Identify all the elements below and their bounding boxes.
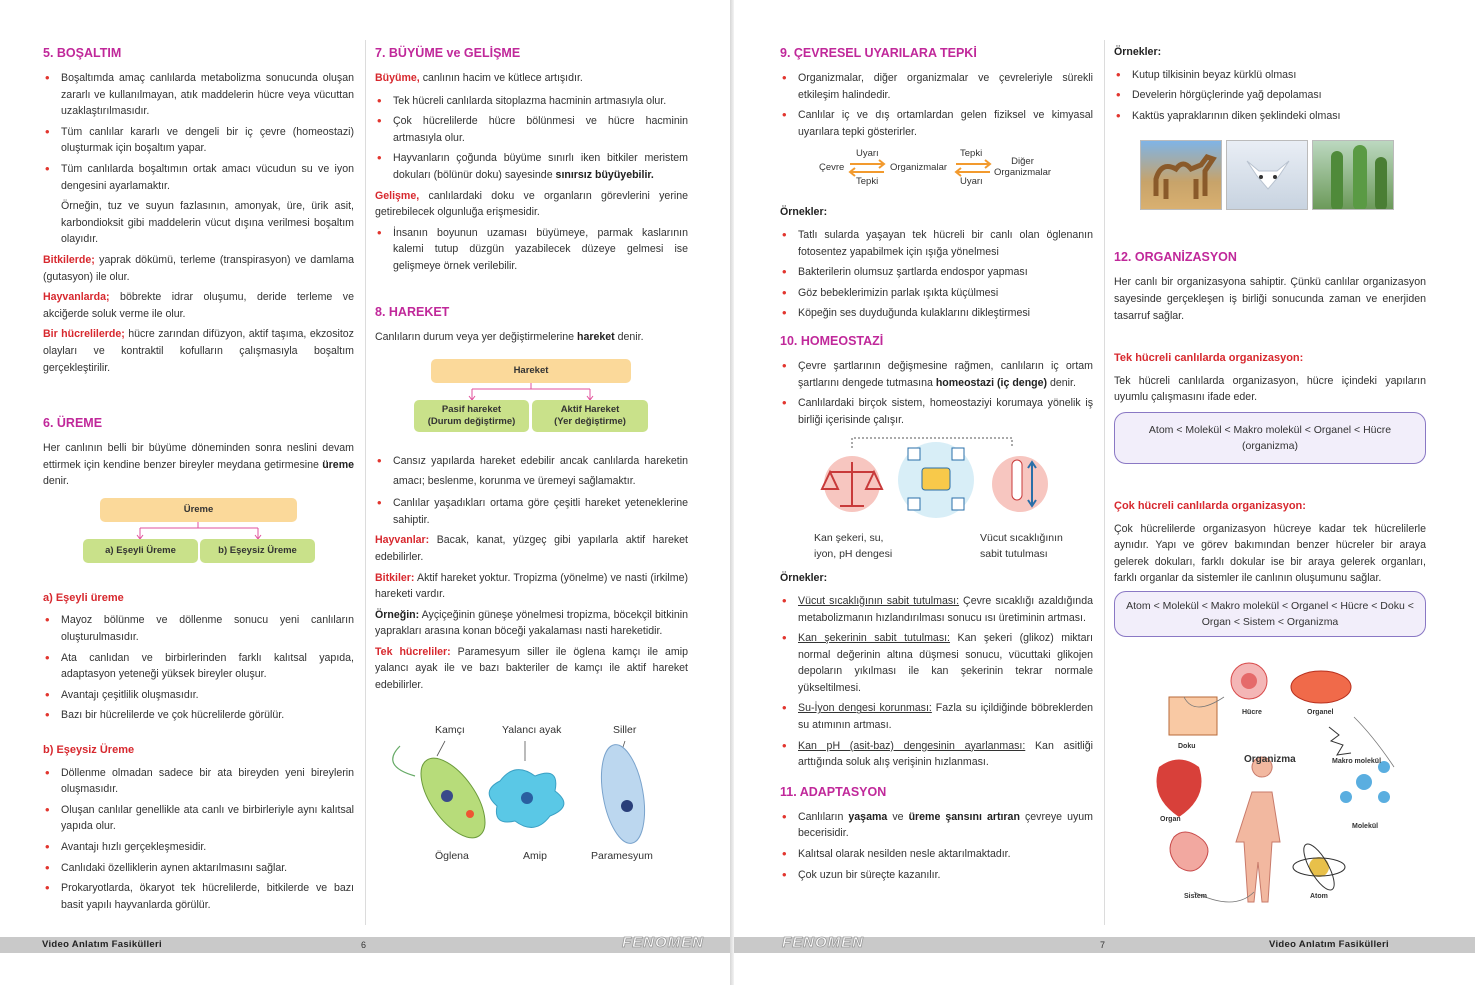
human-body-icon <box>1236 757 1280 902</box>
brand-logo: FENOMEN <box>782 934 864 951</box>
list-item: • Cansız yapılarda hareket edebilir ancak canlılarda hareketin amacı; beslenme, korunma ve üremeyi sağlamaktır. <box>375 451 688 491</box>
brand-logo: FENOMEN <box>622 934 704 951</box>
list-item: • İnsanın boyunun uzaması büyümeye, parmak kaslarının kalemi tutup düzgün yazabilecek düzeye gelmesi ise gelişmeye örnek verilebilir. <box>375 225 688 275</box>
cevresel-examples <box>780 227 1093 322</box>
paragraph: Büyüme, canlının hacim ve kütlece artışıdır. <box>375 72 583 84</box>
list-item: • Çok hücrelilerde hücre bölünmesi ve hücre hacminin artmasıyla olur. <box>375 113 688 146</box>
list-item: • Kan şekerinin sabit tutulması: Kan şekeri (glikoz) miktarı normal değerinin altına düşmesi sonucu, vücuttaki glikojen depoların yıkılması ile kan şekerinin tekrar normale yükseltilmesi. <box>780 630 1093 696</box>
hareket-list <box>375 451 688 528</box>
paragraph: Her canlı bir organizasyona sahiptir. Çünkü canlılar organizasyon sayesinde gerçekleşen iş birliği sonucunda zaman ve enerjiden tasarruf sağlar. <box>1114 276 1426 322</box>
left-page <box>0 0 730 985</box>
label-oglena: Öglena <box>435 849 469 862</box>
list-item: • Kutup tilkisinin beyaz kürklü olması <box>1114 67 1426 84</box>
adaptation-photos <box>1140 140 1426 210</box>
list-item: • Develerin hörgüçlerinde yağ depolaması <box>1114 87 1426 104</box>
right-page <box>734 0 1475 985</box>
paragraph: Bir hücrelilerde; hücre zarından difüzyon, aktif taşıma, ekzositoz olayları ve kontraktil kofulların çalışmasıyla boşaltım gerçekleştirilir. <box>43 328 354 374</box>
examples-title: Örnekler: <box>1114 46 1162 58</box>
left-column-2 <box>375 44 688 872</box>
label-amip: Amip <box>523 849 547 862</box>
paragraph: Bitkilerde; yaprak dökümü, terleme (transpirasyon) ve damlama (gutasyon) ile olur. <box>43 253 354 283</box>
camel-image <box>1140 140 1222 210</box>
adaptasyon-examples <box>1114 67 1426 125</box>
section-title-cevresel: 9. ÇEVRESEL UYARILARA TEPKİ <box>780 46 977 60</box>
paramecium-icon <box>595 741 652 846</box>
label-siller: Siller <box>613 723 637 736</box>
section-title-adaptasyon: 11. ADAPTASYON <box>780 784 887 799</box>
diagram-left-box: Pasif hareket (Durum değiştirme) <box>414 400 529 432</box>
paragraph: Çok hücrelilerde organizasyon hücreye kadar tek hücrelilerle aynıdır. Yapı ve görev bakımından benzer hücreler bir araya gelerek dokuları, farklı dokular ise bir araya gelerek organları, farklı organlar da sistemler ile canlının oluşumunu sağlar. <box>1114 522 1426 585</box>
list-item: • Canlılardaki birçok sistem, homeostaziyi korumaya yönelik iş birliği içerisinde çalışır. <box>780 395 1093 428</box>
page-number: 7 <box>1100 940 1106 950</box>
list-item: • Avantajı hızlı gerçekleşmesidir. <box>43 839 354 856</box>
series-name: Video Anlatım Fasikülleri <box>42 939 162 950</box>
subsection-title: b) Eşeysiz Üreme <box>43 744 135 757</box>
unicellular-illustration <box>375 722 688 872</box>
right-column-1 <box>780 44 1093 887</box>
paragraph: Tek hücreliler: Paramesyum siller ile öglena kamçı ile amip yalancı ayak ile ve bazı bakteriler de kamçı ile aktif hareket edebilirler. <box>375 645 688 692</box>
list-item: • Boşaltımda amaç canlılarda metabolizma sonucunda oluşan zararlı ve kullanılmayan, atık maddelerin hücre veya vücuttan uzaklaştırılmasıdır. <box>43 70 354 120</box>
diagram-right-box: b) Eşeysiz Üreme <box>200 539 315 563</box>
bosaltim-example: Örneğin, tuz ve suyun fazlasının, amonyak, üre, ürik asit, karbondioksit gibi maddelerin vücut dışına verilmesi boşaltım olayıdır. <box>61 200 354 246</box>
right-footer <box>734 934 1475 953</box>
heart-icon <box>1157 759 1202 817</box>
list-item: • Avantajı çeşitlilik oluşmasıdır. <box>43 687 354 704</box>
section-title-bosaltim: 5. BOŞALTIM <box>43 46 122 60</box>
label-kamci: Kamçı <box>435 723 465 736</box>
section-title-homeostazi: 10. HOMEOSTAZİ <box>780 333 884 348</box>
list-item: • Prokaryotlarda, ökaryot tek hücrelilerde, bitkilerde ve bazı basit yapılı hayvanlarda görülür. <box>43 880 354 913</box>
section-title-hareket: 8. HAREKET <box>375 304 450 319</box>
hareket-diagram <box>375 359 688 443</box>
page-number: 6 <box>361 940 367 950</box>
list-item: • Tek hücreli canlılarda sitoplazma hacminin artmasıyla olur. <box>375 93 688 110</box>
caption-left: Kan şekeri, su, iyon, pH dengesi <box>814 532 893 561</box>
buyume-list <box>375 93 688 184</box>
label-hucre: Hücre <box>1242 708 1262 716</box>
list-item: • Organizmalar, diğer organizmalar ve çevreleriyle sürekli etkileşim halindedir. <box>780 70 1093 103</box>
eseysiz-list <box>43 765 354 914</box>
chain-single-cell: Atom < Molekül < Makro molekül < Organel < Hücre (organizma) <box>1114 412 1426 464</box>
paragraph: Hayvanlar: Bacak, kanat, yüzgeç gibi yapılarla aktif hareket edebilirler. <box>375 534 688 563</box>
section-title-organizasyon: 12. ORGANİZASYON <box>1114 250 1237 265</box>
paragraph: Örneğin: Ayçiçeğinin güneşe yönelmesi tropizma, böcekçil bitkinin yaprakları arasına konan böceği yakalaması nasti hareketidir. <box>375 608 688 638</box>
arrows <box>780 146 1093 194</box>
list-item: • Tüm canlılarda boşaltımın ortak amacı vücudun su ve iyon dengesini ayarlamaktır. <box>43 161 354 194</box>
examples-title: Örnekler: <box>780 572 828 585</box>
list-item: • Kalıtsal olarak nesilden nesle aktarılmaktadır. <box>780 846 1093 863</box>
list-item: • Çevre şartlarının değişmesine rağmen, canlıların iç ortam şartlarını dengede tutmasına homeostazi (iç denge) denir. <box>780 358 1093 391</box>
subsection-title: Çok hücreli canlılarda organizasyon: <box>1114 499 1306 512</box>
list-item: • Tatlı sularda yaşayan tek hücreli bir canlı olan öglenanın fotosentez yapabilmek için ışığa yönelmesi <box>780 227 1093 260</box>
list-item: • Hayvanların çoğunda büyüme sınırlı iken bitkiler meristem dokuları (bölünür doku) sayesinde sınırsız büyüyebilir. <box>375 150 688 183</box>
list-item: • Ata canlıdan ve birbirlerinden farklı kalıtsal yapıda, adaptasyon yeteneği yüksek bireyler oluşur. <box>43 650 354 683</box>
adaptasyon-list <box>780 809 1093 883</box>
list-item: • Döllenme olmadan sadece bir ata bireyden yeni bireylerin oluşmasıdır. <box>43 765 354 798</box>
right-column-2 <box>1114 44 1426 917</box>
section-title-ureme: 6. ÜREME <box>43 416 103 431</box>
chain-multi-cell: Atom < Molekül < Makro molekül < Organel < Hücre < Doku < Organ < Sistem < Organizma <box>1114 591 1426 637</box>
list-item: • Kaktüs yapraklarının diken şeklindeki olması <box>1114 108 1426 125</box>
organelle-icon <box>1291 671 1351 703</box>
label-organel: Organel <box>1307 708 1334 716</box>
left-footer <box>0 934 730 953</box>
cevresel-list <box>780 70 1093 140</box>
diagram-right-box: Aktif Hareket (Yer değiştirme) <box>532 400 648 432</box>
organization-cycle <box>1114 657 1426 917</box>
left-column-1 <box>43 44 354 917</box>
flagellum-icon <box>393 746 415 776</box>
molecule-icon <box>1356 774 1372 790</box>
series-name: Video Anlatım Fasikülleri <box>1269 939 1389 950</box>
caption-right: Vücut sıcaklığının sabit tutulması <box>980 532 1063 561</box>
paragraph: Canlıların durum veya yer değiştirmelerine hareket denir. <box>375 330 644 343</box>
homeostasis-illustration <box>780 434 1093 570</box>
paragraph: Hayvanlarda; böbrekte idrar oluşumu, deride terleme ve akciğerde soluk verme ile olur. <box>43 291 354 320</box>
list-item: • Oluşan canlılar genellikle ata canlı ve birbirleriyle aynı kalıtsal yapıda olur. <box>43 802 354 835</box>
examples-title: Örnekler: <box>780 206 828 219</box>
list-item: • Bakterilerin olumsuz şartlarda endospor yapması <box>780 264 1093 281</box>
list-item: • Tüm canlılar kararlı ve dengeli bir iç çevre (homeostazi) oluşturmak için boşaltım yapar. <box>43 124 354 157</box>
list-item: • Çok uzun bir süreçte kazanılır. <box>780 867 1093 884</box>
eseyli-list <box>43 612 354 724</box>
arctic-fox-image <box>1226 140 1308 210</box>
label-makro-molekul: Makro molekül <box>1332 757 1382 765</box>
subsection-title: a) Eşeyli üreme <box>43 591 124 604</box>
paragraph: Her canlının belli bir büyüme döneminden sonra neslini devam ettirmek için kendine benzer bireyler meydana getirmesine üreme denir. <box>43 442 354 488</box>
cactus-image <box>1312 140 1394 210</box>
label-doku: Doku <box>1178 742 1196 750</box>
label-atom: Atom <box>1310 892 1328 900</box>
list-item: • Canlıların yaşama ve üreme şansını artıran çevreye uyum becerisidir. <box>780 809 1093 842</box>
label-sistem: Sistem <box>1184 892 1207 900</box>
label-paramesyum: Paramesyum <box>591 849 653 862</box>
atom-icon <box>1309 857 1329 877</box>
gelisme-list <box>375 225 688 275</box>
ureme-diagram <box>43 498 354 568</box>
label-organ: Organ <box>1160 815 1181 823</box>
list-item: • Köpeğin ses duyduğunda kulaklarını dikleştirmesi <box>780 305 1093 322</box>
macromolecule-icon <box>1329 727 1351 755</box>
stimulus-diagram: Çevre Uyarı Tepki Organizmalar Tepki Uyarı Diğer Organizmalar <box>780 146 1093 194</box>
label-molekul: Molekül <box>1352 822 1379 830</box>
organisms-drawing <box>375 736 688 846</box>
section-title-buyume: 7. BÜYÜME ve GELİŞME <box>375 46 521 60</box>
paragraph: Bitkiler: Aktif hareket yoktur. Tropizma (yönelme) ve nasti (irkilme) hareketi vardır. <box>375 571 688 601</box>
list-item: • Kan pH (asit-baz) dengesinin ayarlanması: Kan asitliği arttığında soluk alış verişinin hızlanması. <box>780 738 1093 771</box>
homeostazi-examples <box>780 593 1093 771</box>
digestive-system-icon <box>1170 832 1208 871</box>
list-item: • Canlıdaki özelliklerin aynen aktarılmasını sağlar. <box>43 860 354 877</box>
tissue-icon <box>1169 697 1217 735</box>
paragraph: Tek hücreli canlılarda organizasyon, hücre içindeki yapıların uyumlu çalışmasını ifade eder. <box>1114 374 1426 404</box>
list-item: • Göz bebeklerimizin parlak ışıkta küçülmesi <box>780 285 1093 302</box>
euglena-icon <box>409 747 498 845</box>
paragraph: Gelişme, canlılardaki doku ve organların görevlerini yerine getirebilecek olgunluğa erişmesidir. <box>375 189 688 219</box>
diagram-left-box: a) Eşeyli Üreme <box>83 539 198 563</box>
label-yalanci-ayak: Yalancı ayak <box>502 723 562 736</box>
bosaltim-list <box>43 70 354 194</box>
diagram-top-box: Hareket <box>431 359 631 383</box>
list-item: • Canlılar iç ve dış ortamlardan gelen fiziksel ve kimyasal uyarılara tepki gösterirler. <box>780 107 1093 140</box>
diagram-top-box: Üreme <box>100 498 297 522</box>
label-organizma: Organizma <box>1244 753 1296 765</box>
list-item: • Canlılar yaşadıkları ortama göre çeşitli hareket yeteneklerine sahiptir. <box>375 495 688 528</box>
subsection-title: Tek hücreli canlılarda organizasyon: <box>1114 352 1304 365</box>
list-item: • Vücut sıcaklığının sabit tutulması: Çevre sıcaklığı azaldığında metabolizmanın hızlandırılması sonucu ısı üretiminin artması. <box>780 593 1093 626</box>
list-item: • Su-İyon dengesi korunması: Fazla su içildiğinde böbreklerden su atımının artması. <box>780 700 1093 733</box>
list-item: • Bazı bir hücrelilerde ve çok hücrelilerde görülür. <box>43 707 354 724</box>
list-item: • Mayoz bölünme ve döllenme sonucu yeni canlıların oluşturulmasıdır. <box>43 612 354 645</box>
homeostazi-list <box>780 358 1093 428</box>
